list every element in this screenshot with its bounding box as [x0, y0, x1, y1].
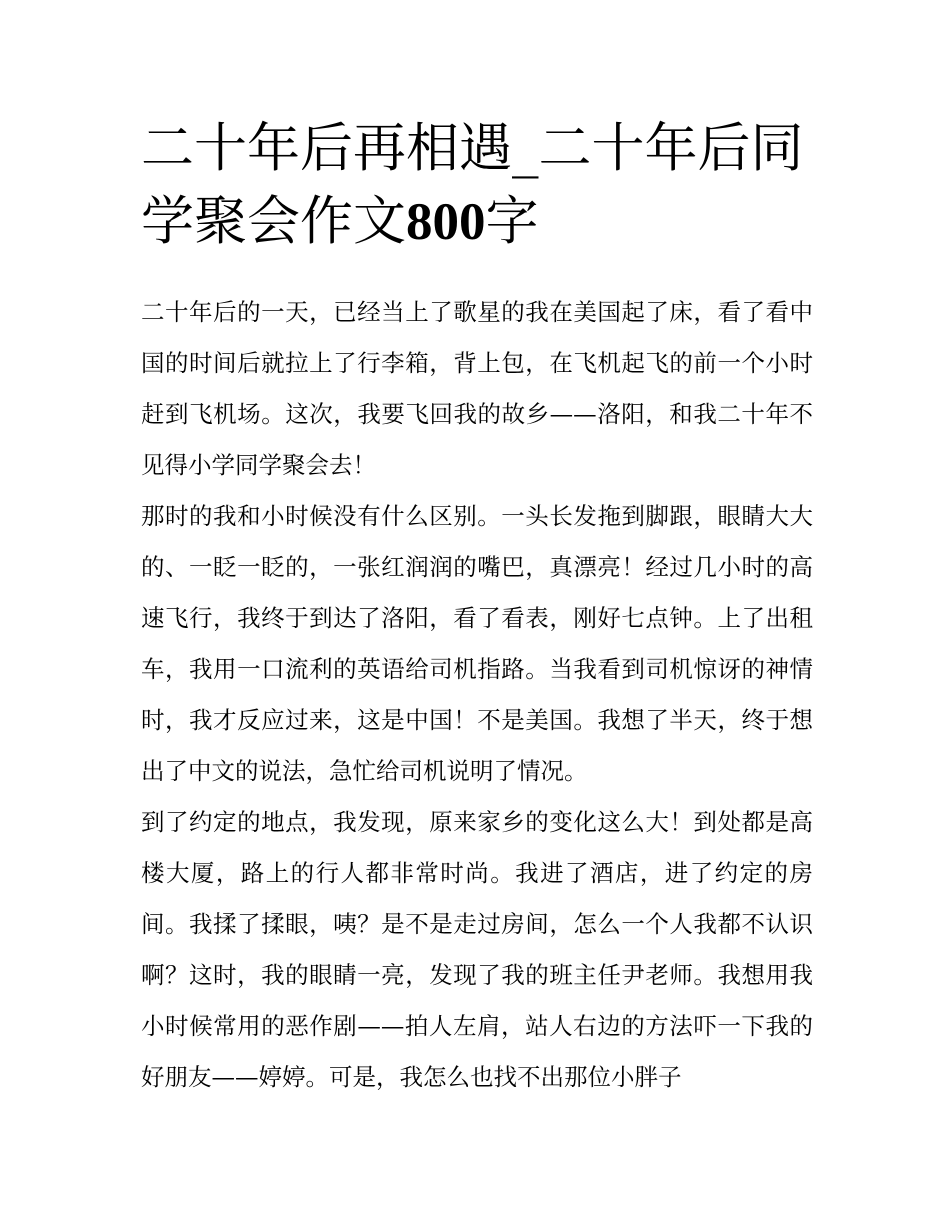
document-title	[141, 112, 813, 259]
title-suffix-text: 字	[485, 191, 539, 252]
title-main-text: 二十年后再相遇_二十年后同学聚会作文	[141, 118, 804, 252]
document-body	[141, 287, 813, 1103]
paragraph-2: 那时的我和小时候没有什么区别。一头长发拖到脚跟，眼睛大大的、一眨一眨的，一张红润润的嘴巴，真漂亮！经过几小时的高速飞行，我终于到达了洛阳，看了看表，刚好七点钟。上了出租车，我用一口流利的英语给司机指路。当我看到司机惊讶的神情时，我才反应过来，这是中国！不是美国。我想了半天，终于想出了中文的说法，急忙给司机说明了情况。	[141, 502, 813, 785]
paragraph-3: 到了约定的地点，我发现，原来家乡的变化这么大！到处都是高楼大厦，路上的行人都非常时尚。我进了酒店，进了约定的房间。我揉了揉眼，咦？是不是走过房间，怎么一个人我都不认识啊？这时，我的眼睛一亮，发现了我的班主任尹老师。我想用我小时候常用的恶作剧——拍人左肩，站人右边的方法吓一下我的好朋友——婷婷。可是，我怎么也找不出那位小胖子	[141, 808, 813, 1091]
document-content	[141, 112, 813, 1103]
paragraph-1: 二十年后的一天，已经当上了歌星的我在美国起了床，看了看中国的时间后就拉上了行李箱，背上包，在飞机起飞的前一个小时赶到飞机场。这次，我要飞回我的故乡——洛阳，和我二十年不见得小学同学聚会去！	[141, 298, 813, 479]
title-number: 800	[406, 193, 486, 251]
